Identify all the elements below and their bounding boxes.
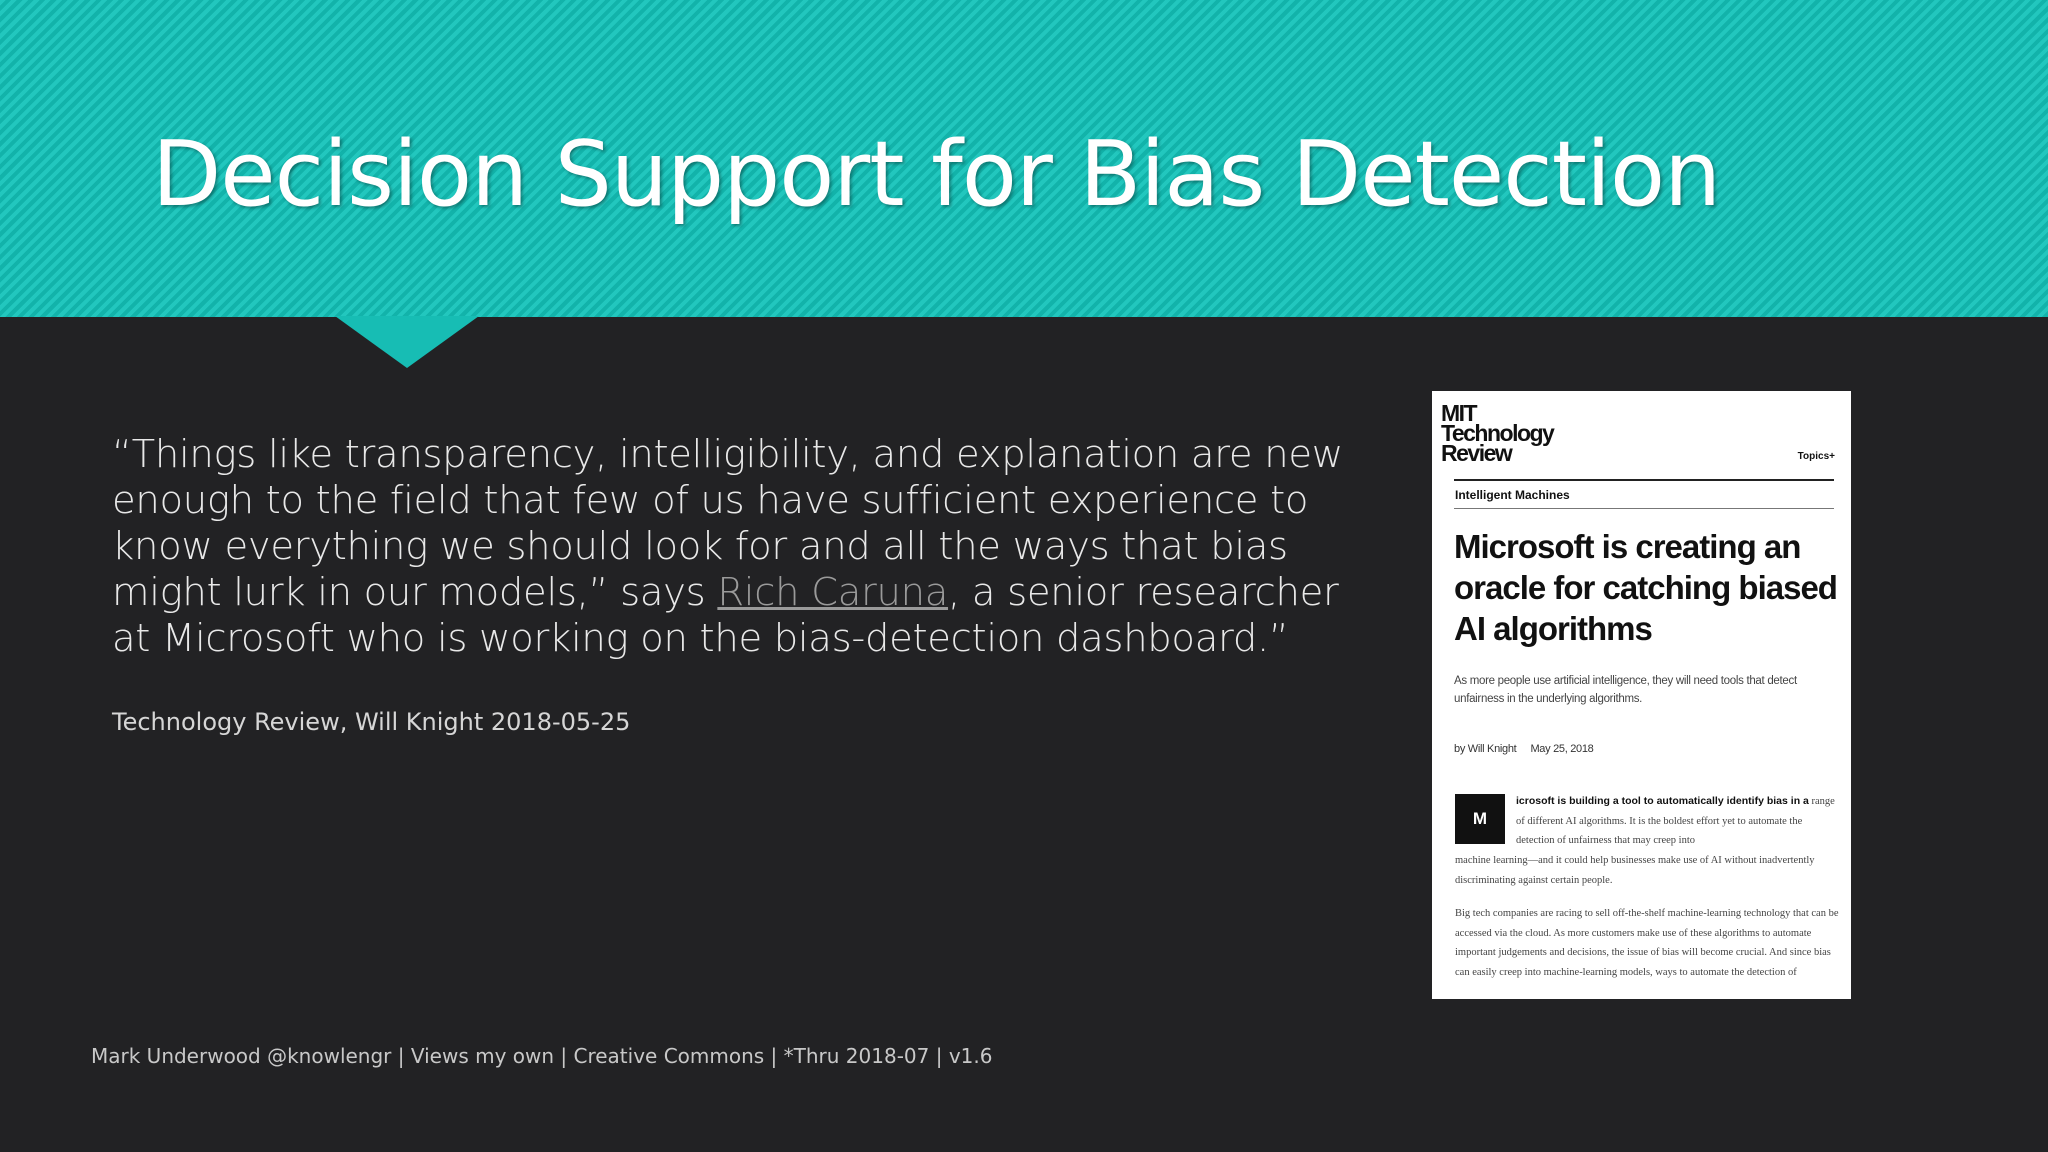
article-rule-section <box>1454 508 1834 509</box>
article-lead-bold: icrosoft is building a tool to automatically identify bias in a <box>1516 795 1809 807</box>
article-byline <box>1454 743 1594 755</box>
logo-line-2: Technology <box>1441 420 1554 446</box>
topics-menu: Topics+ <box>1797 451 1835 462</box>
article-section: Intelligent Machines <box>1455 488 1570 502</box>
article-dek: As more people use artificial intelligence, they will need tools that detect unfairness in the underlying algorithms. <box>1454 675 1797 705</box>
article-headline: Microsoft is creating an oracle for catching biased AI algorithms <box>1454 528 1837 647</box>
slide-title: Decision Support for Bias Detection <box>152 122 1721 227</box>
mit-technology-review-logo <box>1441 400 1554 466</box>
quote-text <box>112 432 1372 662</box>
article-author: by Will Knight <box>1454 743 1517 755</box>
logo-line-1: MIT <box>1441 400 1477 426</box>
logo-line-3: Review <box>1441 440 1512 466</box>
article-screenshot <box>1432 391 1851 999</box>
quote-before-link: “Things like transparency, intelligibility, and explanation are new enough to the field that few of us have sufficient experience to know everything we should look for and all the ways that bias might lurk in our models,” says <box>112 432 1343 615</box>
banner-notch <box>335 316 479 368</box>
article-rule-top <box>1454 479 1834 481</box>
slide-footer: Mark Underwood @knowlengr | Views my own | Creative Commons | *Thru 2018-07 | v1.6 <box>91 1044 993 1068</box>
article-paragraph-2: Big tech companies are racing to sell off-the-shelf machine-learning technology that can be accessed via the cloud. As more customers make use of these algorithms to automate important judgements and decisions, the issue of bias will become crucial. And since bias can easily creep into machine-learning models, ways to automate the detection of <box>1455 908 1839 978</box>
article-date: May 25, 2018 <box>1530 743 1594 755</box>
article-lead-continued: machine learning—and it could help businesses make use of AI without inadvertently discriminating against certain people. <box>1455 855 1815 886</box>
article-dropcap: M <box>1455 794 1505 844</box>
article-lead-rest: range of different AI algorithms. It is the boldest effort yet to automate the detection of unfairness that may creep into <box>1516 796 1835 847</box>
quote-after-link: , a senior researcher at Microsoft who is working on the bias-detection dashboard.” <box>112 570 1339 661</box>
citation: Technology Review, Will Knight 2018-05-25 <box>112 708 631 736</box>
rich-caruna-link[interactable]: Rich Caruna <box>717 570 949 615</box>
article-lead <box>1516 792 1838 851</box>
